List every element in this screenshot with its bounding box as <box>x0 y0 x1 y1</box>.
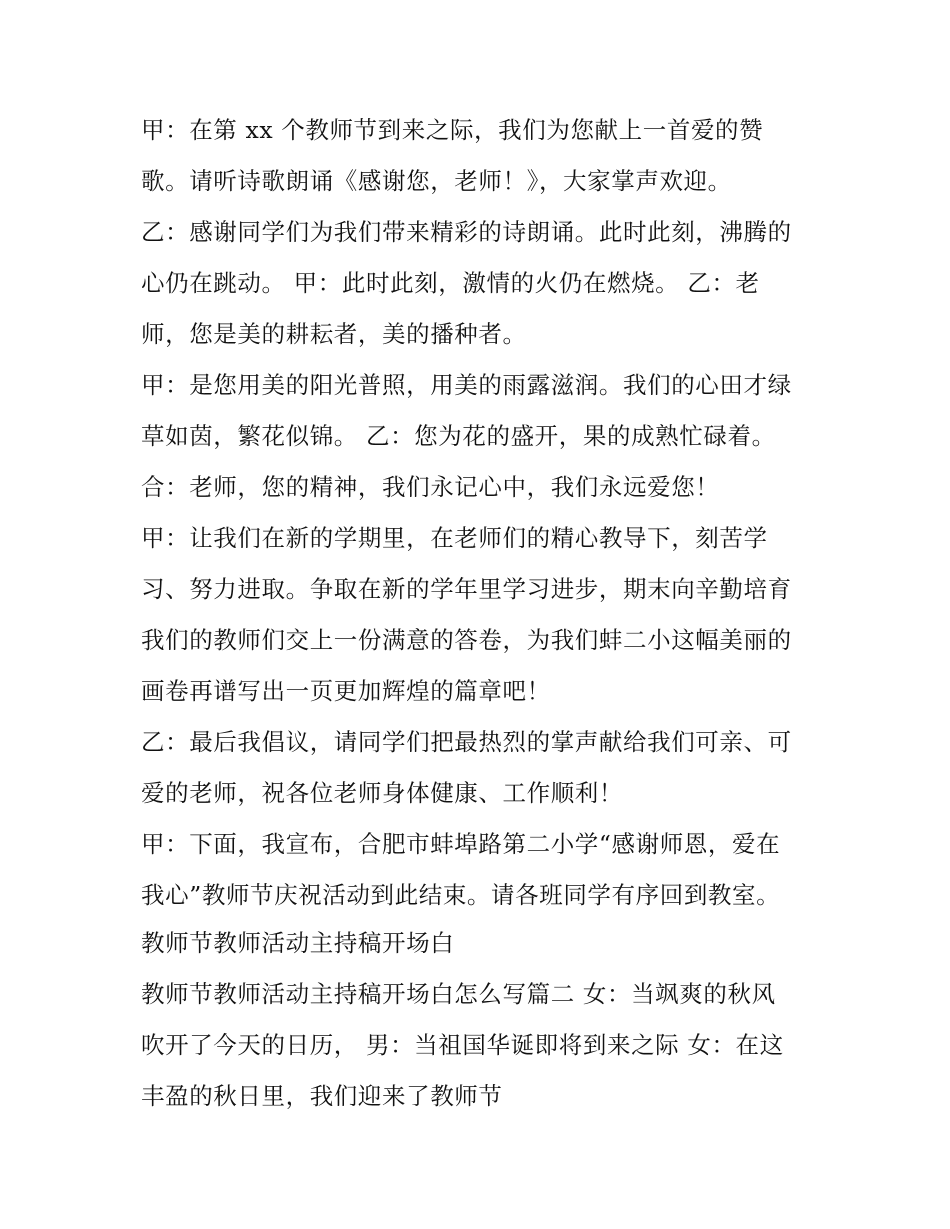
text-line: 甲：下面，我宣布，合肥市蚌埠路第二小学“感谢师恩，爱在 <box>141 830 781 858</box>
text-line: 习、努力进取。争取在新的学年里学习进步，期末向辛勤培育 <box>141 575 792 603</box>
text-line: 歌。请听诗歌朗诵《感谢您，老师！》，大家掌声欢迎。 <box>141 167 732 195</box>
text-line: 草如茵，繁花似锦。 乙：您为花的盛开，果的成熟忙碌着。 <box>141 422 776 450</box>
text-line: 心仍在跳动。 甲：此时此刻，激情的火仍在燃烧。 乙：老 <box>141 269 760 297</box>
text-line: 甲：是您用美的阳光普照，用美的雨露滋润。我们的心田才绿 <box>141 371 792 399</box>
section-heading: 教师节教师活动主持稿开场白 <box>141 929 455 957</box>
text-line: 教师节教师活动主持稿开场白怎么写篇二 女：当飒爽的秋风 <box>141 980 776 1008</box>
text-line: 甲：在第 xx 个教师节到来之际，我们为您献上一首爱的赞 <box>141 116 764 144</box>
text-line: 丰盈的秋日里，我们迎来了教师节 <box>141 1082 503 1110</box>
text-line: 甲：让我们在新的学期里，在老师们的精心教导下，刻苦学 <box>141 524 768 552</box>
text-line: 画卷再谱写出一页更加辉煌的篇章吧！ <box>141 677 551 705</box>
text-line: 吹开了今天的日历， 男：当祖国华诞即将到来之际 女：在这 <box>141 1031 784 1059</box>
text-line: 师，您是美的耕耘者，美的播种者。 <box>141 320 527 348</box>
text-line: 合：老师，您的精神，我们永记心中，我们永远爱您！ <box>141 473 720 501</box>
text-line: 乙：感谢同学们为我们带来精彩的诗朗诵。此时此刻，沸腾的 <box>141 218 792 246</box>
text-line: 爱的老师，祝各位老师身体健康、工作顺利！ <box>141 779 623 807</box>
text-line: 我心”教师节庆祝活动到此结束。请各班同学有序回到教室。 <box>141 881 781 909</box>
text-line: 我们的教师们交上一份满意的答卷，为我们蚌二小这幅美丽的 <box>141 626 792 654</box>
text-line: 乙：最后我倡议，请同学们把最热烈的掌声献给我们可亲、可 <box>141 728 792 756</box>
